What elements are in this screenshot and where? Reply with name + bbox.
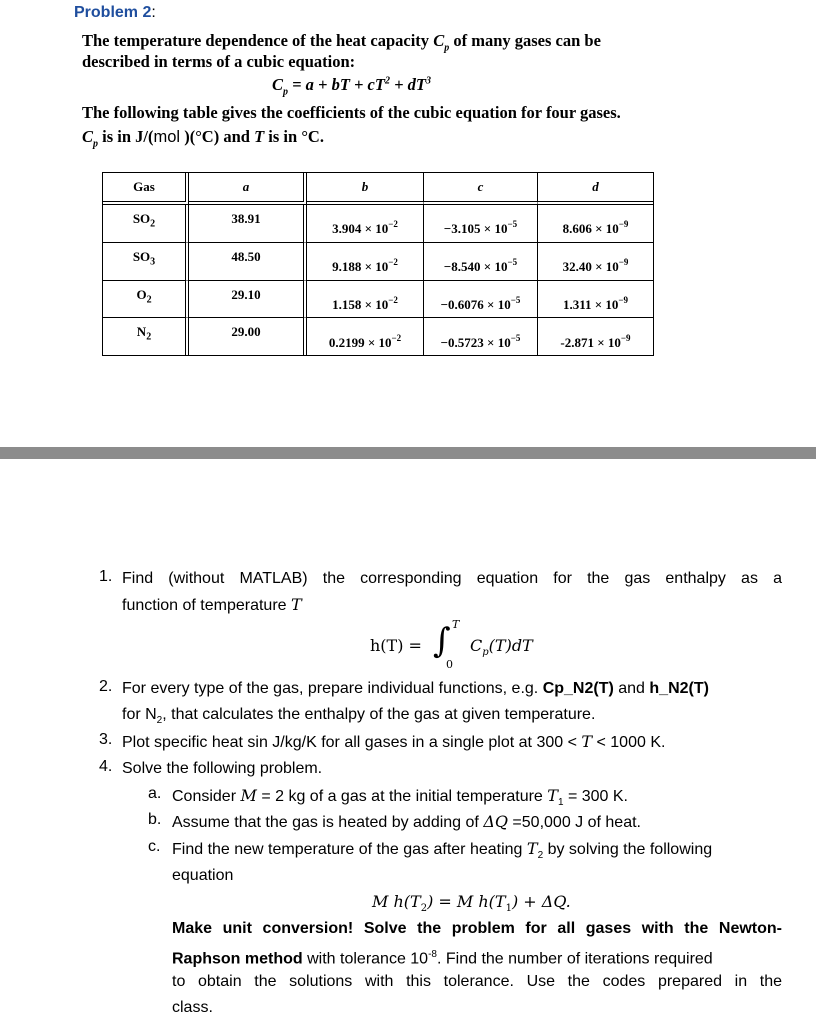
task-4a-text: Consider M = 2 kg of a gas at the initial temperature $T_1 = 300$ K. bbox=[172, 786, 628, 809]
task-4a-label: a. bbox=[148, 785, 162, 802]
header-c: c bbox=[424, 173, 538, 205]
b-cell: $0.2199 \times 10^{-2}$ bbox=[307, 318, 424, 355]
task-4c-line-1: Find the new temperature of the gas after heating $T_2$ by solving the following bbox=[172, 839, 713, 862]
enthalpy-integral: h(T) = ∫ T 0 $C_p(T)dT$ bbox=[370, 618, 533, 671]
problem-heading bbox=[74, 4, 156, 22]
task-4c-line-2: equation bbox=[172, 867, 234, 884]
problem-colon: : bbox=[151, 4, 156, 21]
table-row bbox=[103, 243, 653, 281]
page-separator bbox=[0, 447, 816, 459]
header-b: b bbox=[307, 173, 424, 205]
task-1-line-2: function of temperature T bbox=[122, 595, 302, 614]
header-a: a bbox=[189, 173, 307, 205]
task-3-text: Plot specific heat sin J/kg/K for all gases in a single plot at 300 < T < 1000 K. bbox=[122, 732, 666, 751]
gas-cell: $SO_3$ bbox=[103, 243, 189, 281]
header-d: d bbox=[538, 173, 653, 205]
gas-cell: $N_2$ bbox=[103, 318, 189, 355]
table-row bbox=[103, 281, 653, 319]
integral-sign: ∫ bbox=[433, 621, 451, 661]
task-1-number: 1. bbox=[99, 568, 113, 585]
table-header-row bbox=[103, 173, 653, 205]
d-cell: $1.311 \times 10^{-9}$ bbox=[538, 281, 653, 319]
c-cell: $-0.5723 \times 10^{-5}$ bbox=[424, 318, 538, 355]
d-cell: $8.606 \times 10^{-9}$ bbox=[538, 205, 653, 243]
energy-balance-equation: M $h(T_2) = M$ $h(T_1) + \Delta Q$. bbox=[372, 892, 571, 915]
a-cell: 29.10 bbox=[189, 281, 307, 319]
d-cell: $32.40 \times 10^{-9}$ bbox=[538, 243, 653, 281]
task-4b-label: b. bbox=[148, 811, 162, 828]
a-cell: 38.91 bbox=[189, 205, 307, 243]
task-4c-line-5: to obtain the solutions with this tolerance. Use the codes prepared in the bbox=[172, 973, 782, 990]
b-cell: $9.188 \times 10^{-2}$ bbox=[307, 243, 424, 281]
intro-line-4: $C_p$ is in J/(mol )(°C) and T is in °C. bbox=[82, 127, 324, 150]
task-2-line-2: for $N_2$, that calculates the enthalpy of the gas at given temperature. bbox=[122, 706, 596, 727]
task-4c-label: c. bbox=[148, 838, 161, 855]
intro-line-3: The following table gives the coefficients of the cubic equation for four gases. bbox=[82, 103, 621, 122]
task-4-number: 4. bbox=[99, 758, 113, 775]
task-2-line-1: For every type of the gas, prepare individual functions, e.g. Cp_N2(T) and h_N2(T) bbox=[122, 680, 709, 697]
task-4c-bold-line-2: Raphson method with tolerance $10^{-8}$. Find the number of iterations required bbox=[172, 949, 713, 968]
a-cell: 29.00 bbox=[189, 318, 307, 355]
cubic-equation: $C_p = a$ + bT + $cT^2 + dT^3$ bbox=[272, 75, 431, 98]
task-4b-text: Assume that the gas is heated by adding of ΔQ =50,000 J of heat. bbox=[172, 812, 641, 831]
table-row bbox=[103, 318, 653, 355]
task-2-number: 2. bbox=[99, 678, 113, 695]
c-cell: $-8.540 \times 10^{-5}$ bbox=[424, 243, 538, 281]
header-gas: Gas bbox=[103, 173, 189, 205]
c-cell: $-0.6076 \times 10^{-5}$ bbox=[424, 281, 538, 319]
task-4c-bold-line-1: Make unit conversion! Solve the problem for all gases with the Newton- bbox=[172, 920, 782, 937]
coefficient-table bbox=[102, 172, 654, 356]
d-cell: $-2.871 \times 10^{-9}$ bbox=[560, 332, 631, 350]
gas-cell: $O_2$ bbox=[103, 281, 189, 319]
b-cell: $3.904 \times 10^{-2}$ bbox=[307, 205, 424, 243]
task-3-number: 3. bbox=[99, 731, 113, 748]
intro-line-2: described in terms of a cubic equation: bbox=[82, 52, 356, 71]
b-cell: $1.158 \times 10^{-2}$ bbox=[307, 281, 424, 319]
c-cell: $-3.105 \times 10^{-5}$ bbox=[424, 205, 538, 243]
problem-label: Problem 2 bbox=[74, 4, 152, 21]
table-row bbox=[103, 205, 653, 243]
task-4-text: Solve the following problem. bbox=[122, 760, 323, 777]
task-1-line-1: Find (without MATLAB) the corresponding equation for the gas enthalpy as a bbox=[122, 570, 782, 587]
intro-line-1: The temperature dependence of the heat capacity $C_p$ of many gases can be bbox=[82, 31, 601, 54]
gas-cell: $SO_2$ bbox=[103, 205, 189, 243]
task-4c-line-6: class. bbox=[172, 999, 213, 1016]
a-cell: 48.50 bbox=[189, 243, 307, 281]
